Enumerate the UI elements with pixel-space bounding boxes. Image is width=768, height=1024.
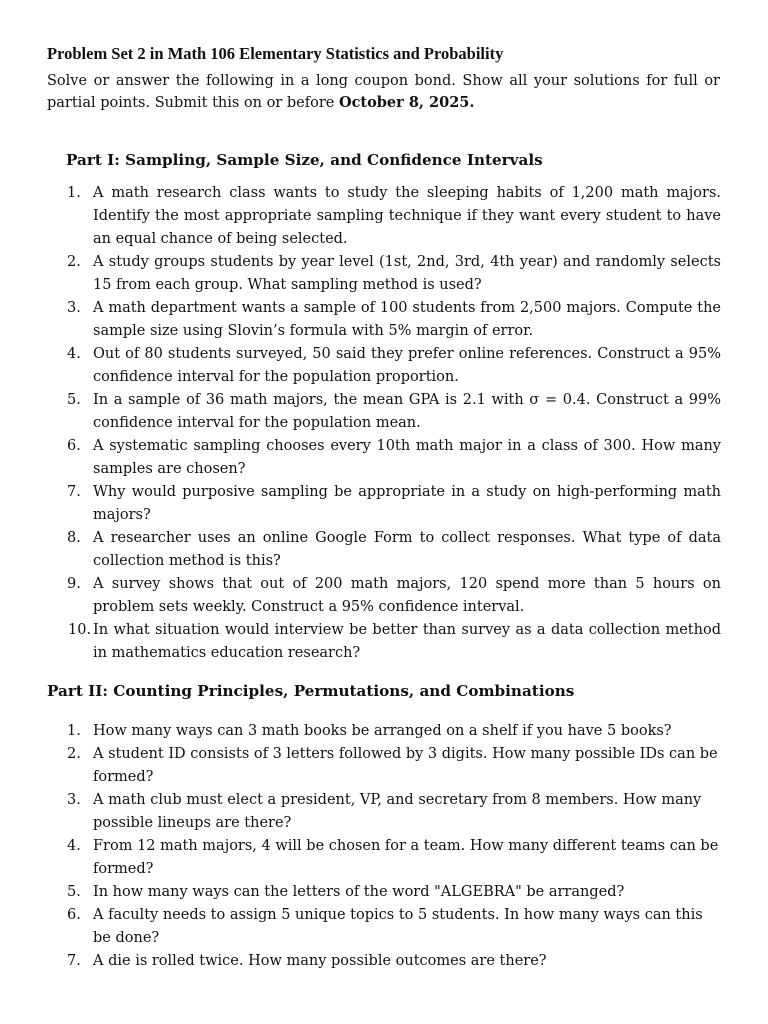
- list-item: [47, 743, 722, 789]
- question-number: 2.: [67, 254, 81, 270]
- deadline-date: October 8, 2025.: [338, 94, 475, 111]
- instructions-text: Solve or answer the following in a long coupon bond. Show all your solutions for full or partial points. Submit this on or before: [47, 73, 720, 111]
- part2-question-list: [47, 720, 722, 973]
- list-item: [47, 182, 721, 251]
- list-item: [47, 343, 721, 389]
- question-number: 3.: [67, 300, 81, 316]
- question-text: In a sample of 36 math majors, the mean GPA is 2.1 with σ = 0.4. Construct a 99% confidence interval for the population mean.: [93, 392, 721, 431]
- question-number: 3.: [67, 792, 81, 808]
- list-item: [47, 297, 721, 343]
- question-text: Out of 80 students surveyed, 50 said they prefer online references. Construct a 95% confidence interval for the population proportion.: [93, 346, 721, 385]
- list-item: [47, 251, 721, 297]
- question-text: How many ways can 3 math books be arranged on a shelf if you have 5 books?: [93, 723, 672, 739]
- question-text: A study groups students by year level (1st, 2nd, 3rd, 4th year) and randomly selects 15 from each group. What sampling method is used?: [93, 254, 721, 293]
- question-number: 8.: [67, 530, 81, 546]
- question-number: 7.: [67, 484, 81, 500]
- part2-heading: Part II: Counting Principles, Permutations, and Combinations: [47, 682, 575, 700]
- list-item: [47, 881, 722, 904]
- question-text: A survey shows that out of 200 math majors, 120 spend more than 5 hours on problem sets weekly. Construct a 95% confidence interval.: [93, 576, 721, 615]
- question-number: 6.: [67, 438, 81, 454]
- list-item: [47, 435, 721, 481]
- list-item: [47, 835, 722, 881]
- question-text: From 12 math majors, 4 will be chosen for a team. How many different teams can be formed?: [93, 838, 719, 877]
- question-text: A systematic sampling chooses every 10th math major in a class of 300. How many samples are chosen?: [93, 438, 721, 477]
- document-title: Problem Set 2 in Math 106 Elementary Statistics and Probability: [47, 44, 504, 63]
- list-item: [47, 904, 722, 950]
- question-text: A math club must elect a president, VP, and secretary from 8 members. How many possible lineups are there?: [93, 792, 702, 831]
- question-text: A math department wants a sample of 100 students from 2,500 majors. Compute the sample size using Slovin’s formula with 5% margin of error.: [93, 300, 721, 339]
- list-item: [47, 789, 722, 835]
- list-item: [47, 720, 722, 743]
- list-item: [47, 573, 721, 619]
- part1-heading: Part I: Sampling, Sample Size, and Confidence Intervals: [66, 151, 543, 169]
- question-number: 2.: [67, 746, 81, 762]
- question-number: 5.: [67, 884, 81, 900]
- list-item: [47, 950, 722, 973]
- question-text: A faculty needs to assign 5 unique topics to 5 students. In how many ways can this be done?: [93, 907, 703, 946]
- list-item: [47, 527, 721, 573]
- question-number: 1.: [67, 723, 81, 739]
- question-text: A researcher uses an online Google Form to collect responses. What type of data collection method is this?: [93, 530, 721, 569]
- question-text: Why would purposive sampling be appropriate in a study on high-performing math majors?: [93, 484, 721, 523]
- question-text: In how many ways can the letters of the word "ALGEBRA" be arranged?: [93, 884, 625, 900]
- question-number: 10.: [68, 622, 92, 638]
- question-number: 7.: [67, 953, 81, 969]
- question-number: 6.: [67, 907, 81, 923]
- question-number: 4.: [67, 838, 81, 854]
- question-number: 5.: [67, 392, 81, 408]
- question-text: A math research class wants to study the sleeping habits of 1,200 math majors. Identify the most appropriate sampling technique if they want every student to have an equal chance of being selected.: [93, 185, 721, 247]
- instructions-paragraph: [47, 71, 720, 114]
- list-item: [47, 619, 721, 665]
- question-text: A die is rolled twice. How many possible outcomes are there?: [93, 953, 547, 969]
- list-item: [47, 481, 721, 527]
- question-number: 4.: [67, 346, 81, 362]
- list-item: [47, 389, 721, 435]
- question-text: In what situation would interview be better than survey as a data collection method in mathematics education research?: [93, 622, 721, 661]
- question-text: A student ID consists of 3 letters followed by 3 digits. How many possible IDs can be formed?: [93, 746, 718, 785]
- part1-question-list: [47, 182, 721, 665]
- question-number: 9.: [67, 576, 81, 592]
- question-number: 1.: [67, 185, 81, 201]
